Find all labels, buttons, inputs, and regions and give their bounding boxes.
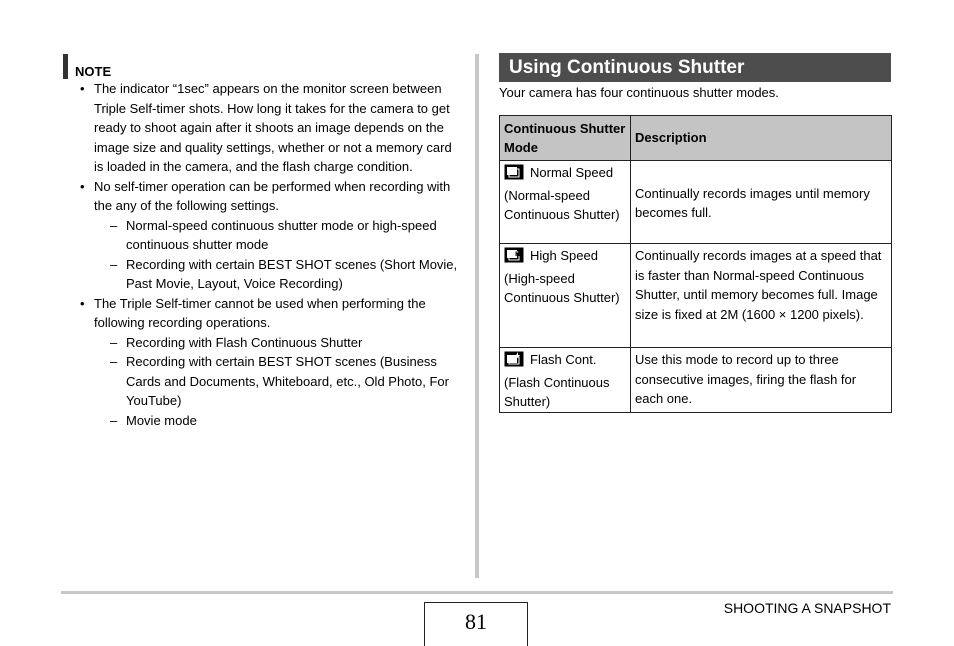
flash-continuous-icon: [504, 351, 524, 373]
note-bullet: [78, 177, 460, 294]
mode-name: High Speed: [530, 248, 598, 263]
note-bullet-text: The Triple Self-timer cannot be used when performing the following recording operations.: [94, 295, 426, 330]
header-mode: Continuous Shutter Mode: [500, 116, 631, 161]
note-list: [78, 79, 460, 430]
note-marker-bar: [63, 54, 68, 79]
mode-subtitle: (Flash Continuous Shutter): [504, 374, 610, 409]
note-bullet-text: No self-timer operation can be performed when recording with the any of the following settings.: [94, 178, 451, 213]
note-subitem: – Normal-speed continuous shutter mode or high-speed continuous shutter mode: [94, 216, 460, 255]
mode-cell: [500, 348, 631, 413]
header-description: Description: [631, 116, 892, 161]
mode-description: Continually records images until memory becomes full.: [631, 161, 892, 244]
column-divider: [475, 54, 479, 578]
note-title: NOTE: [75, 64, 112, 79]
mode-description: Continually records images at a speed that is faster than Normal-speed Continuous Shutter, until memory becomes full. Image size is fixed at 2M (1600 × 1200 pixels).: [631, 244, 892, 348]
table-row: [500, 244, 892, 348]
note-subitem: – Recording with Flash Continuous Shutter: [94, 333, 460, 353]
mode-name: Normal Speed: [530, 165, 614, 180]
note-subitem: – Movie mode: [94, 411, 460, 431]
mode-cell: [500, 244, 631, 348]
footer-rule: [61, 591, 893, 594]
note-subitem: – Recording with certain BEST SHOT scenes (Business Cards and Documents, Whiteboard, etc., Old Photo, For YouTube): [94, 352, 460, 411]
note-bullet: [78, 294, 460, 431]
mode-name: Flash Cont.: [530, 352, 597, 367]
section-intro: Your camera has four continuous shutter modes.: [499, 85, 779, 100]
svg-text:H: H: [515, 251, 521, 258]
footer-section-label: SHOOTING A SNAPSHOT: [723, 600, 891, 616]
normal-speed-continuous-icon: [504, 164, 524, 186]
note-content: [78, 79, 460, 430]
mode-subtitle: (High-speed Continuous Shutter): [504, 270, 620, 305]
high-speed-continuous-icon: [504, 247, 524, 269]
table-row: [500, 161, 892, 244]
section-title: Using Continuous Shutter: [499, 53, 891, 82]
mode-description: Use this mode to record up to three consecutive images, firing the flash for each one.: [631, 348, 892, 413]
page-number: 81: [424, 602, 528, 646]
mode-subtitle: (Normal-speed Continuous Shutter): [504, 187, 620, 222]
note-subitem: – Recording with certain BEST SHOT scenes (Short Movie, Past Movie, Layout, Voice Recording): [94, 255, 460, 294]
note-bullet: • The indicator “1sec” appears on the monitor screen between Triple Self-timer shots. How long it takes for the camera to get ready to shoot again after it shoots an image depends on the image size and quality settings, whether or not a memory card is loaded in the camera, and the flash charge condition.: [78, 79, 460, 177]
mode-cell: [500, 161, 631, 244]
table-row: [500, 348, 892, 413]
continuous-shutter-table: [499, 115, 892, 413]
table-header-row: [500, 116, 892, 161]
